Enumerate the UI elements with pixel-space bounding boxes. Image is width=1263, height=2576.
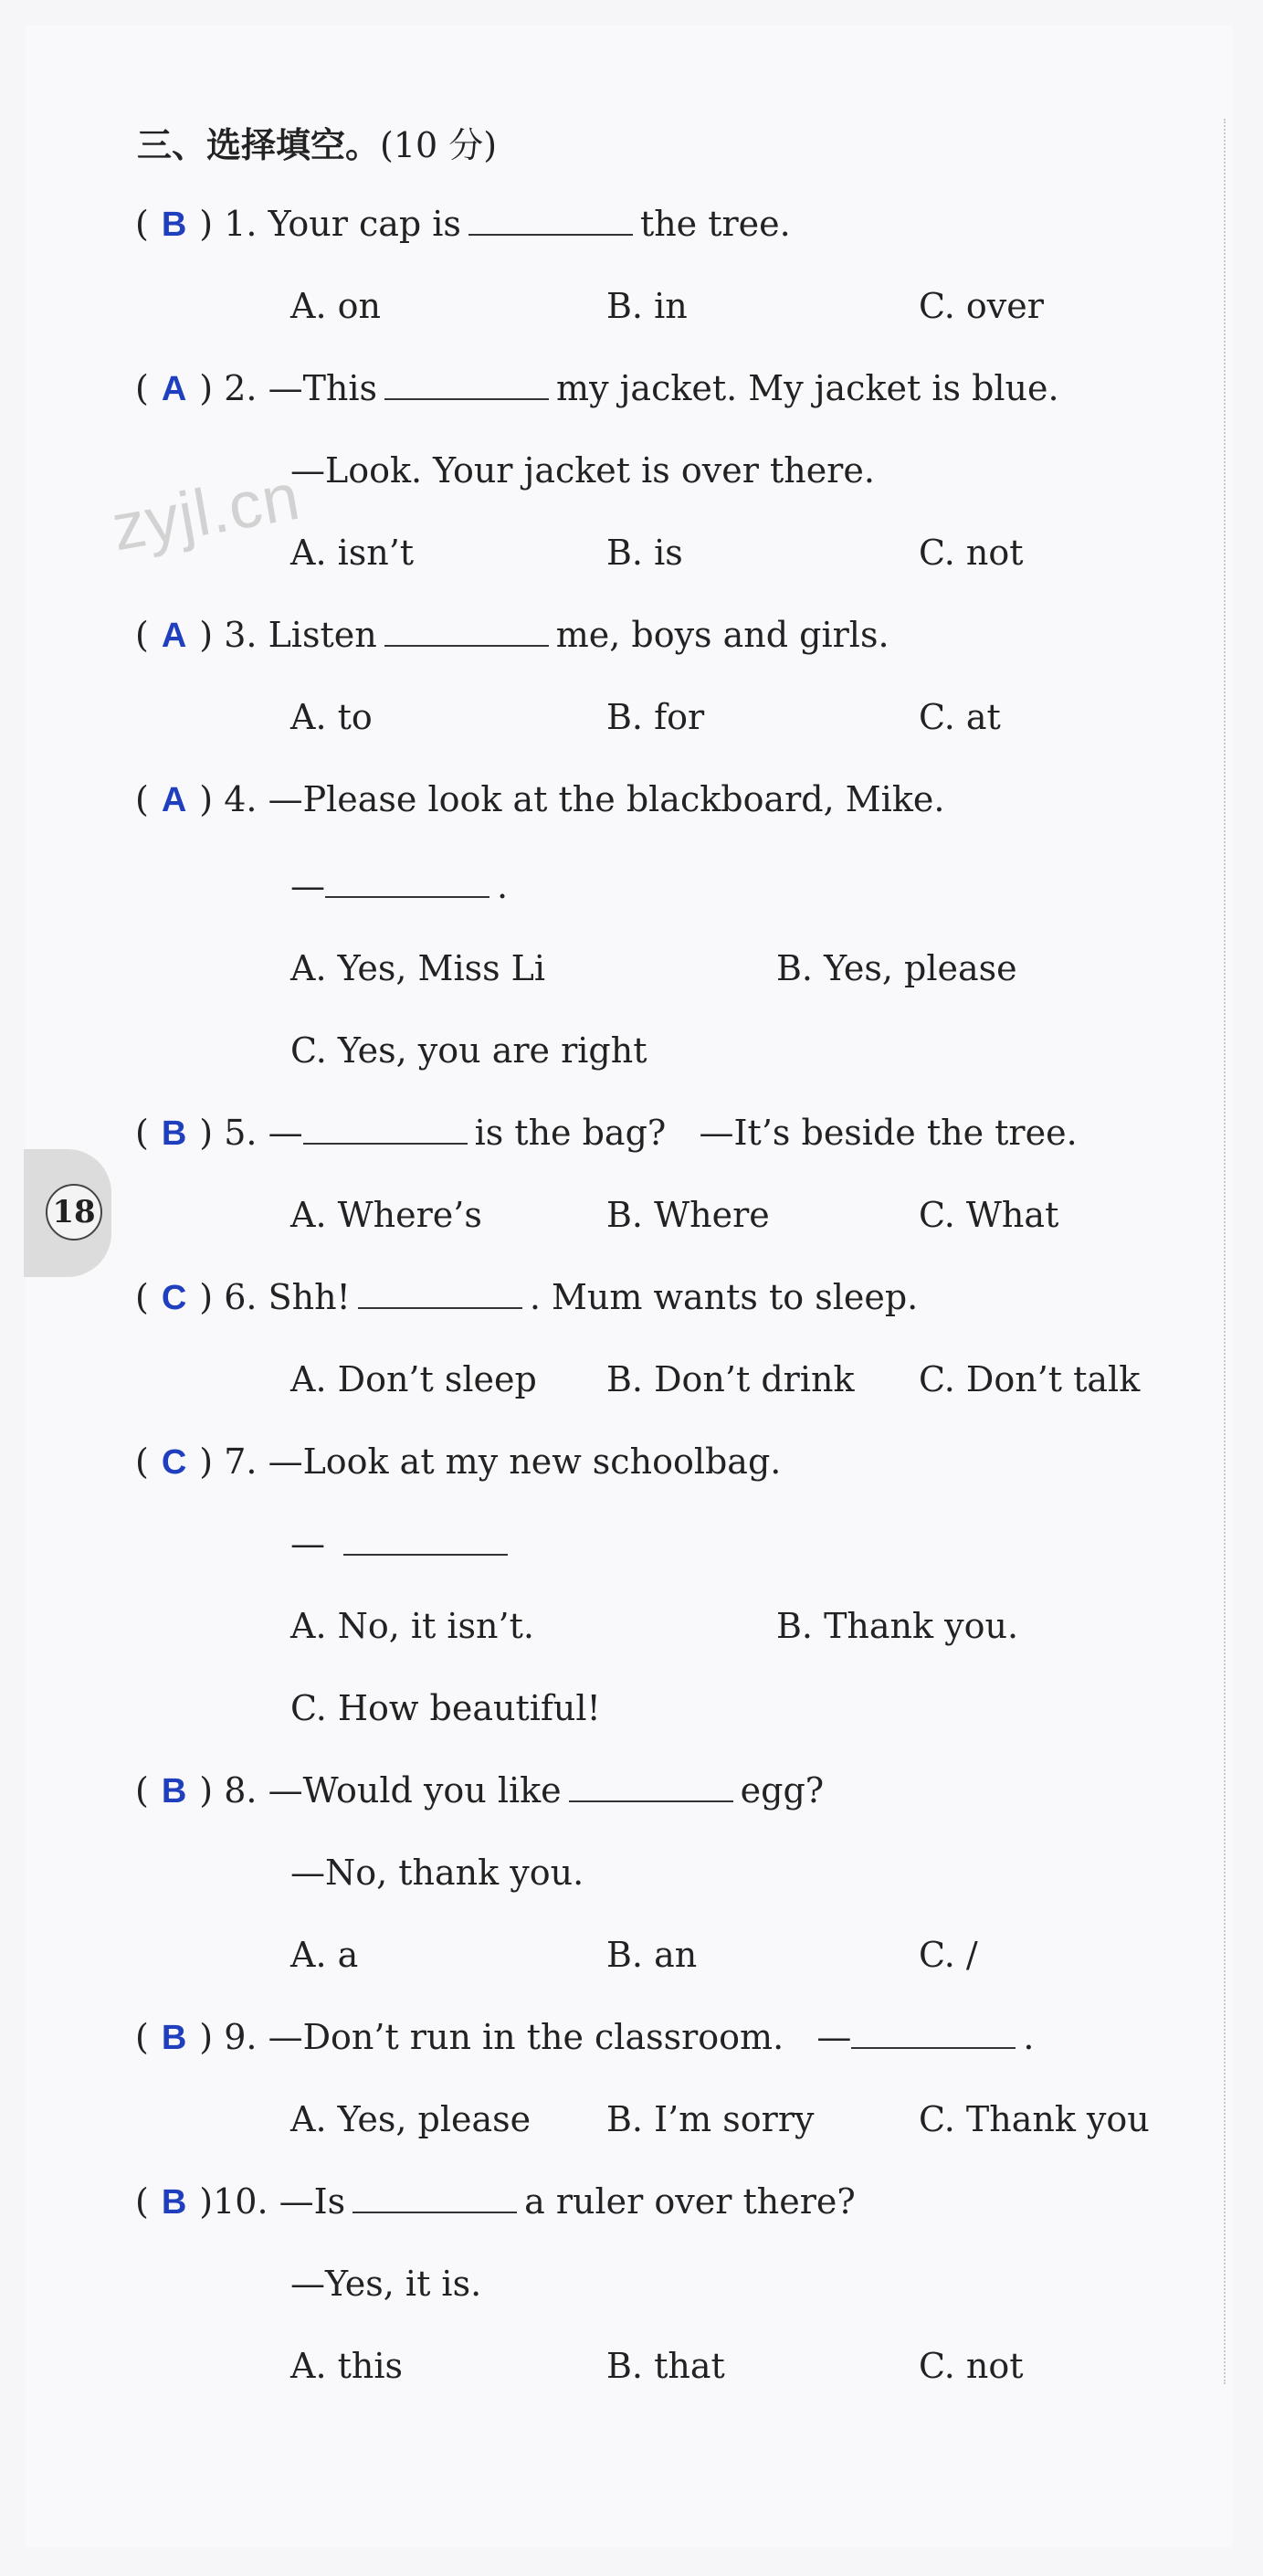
answer-3: A	[161, 617, 187, 655]
option-1b: B. in	[606, 286, 688, 326]
watermark: zyjl.cn	[106, 459, 306, 565]
option-5c: C. What	[919, 1195, 1059, 1235]
question-4-line2: — .	[290, 866, 509, 906]
answer-9: B	[161, 2019, 187, 2057]
question-2-line2: —Look. Your jacket is over there.	[290, 450, 875, 491]
question-1: ( B ) 1. Your cap is the tree.	[135, 204, 791, 244]
option-10a: A. this	[290, 2346, 403, 2386]
question-7: ( C ) 7. —Look at my new schoolbag.	[135, 1441, 782, 1482]
option-8b: B. an	[606, 1935, 698, 1975]
option-1a: A. on	[290, 286, 381, 326]
question-4: ( A ) 4. —Please look at the blackboard, Mike.	[135, 779, 945, 819]
option-2c: C. not	[919, 533, 1024, 573]
option-2a: A. isn’t	[290, 533, 415, 573]
option-6a: A. Don’t sleep	[290, 1359, 537, 1399]
answer-1: B	[161, 206, 187, 244]
option-6c: C. Don’t talk	[919, 1359, 1141, 1399]
option-8a: A. a	[290, 1935, 359, 1975]
option-4b: B. Yes, please	[776, 948, 1017, 988]
option-3c: C. at	[919, 697, 1001, 737]
question-6: ( C ) 6. Shh! . Mum wants to sleep.	[135, 1277, 919, 1317]
question-10-line2: —Yes, it is.	[290, 2264, 482, 2304]
option-5b: B. Where	[606, 1195, 770, 1235]
question-8-line2: —No, thank you.	[290, 1853, 584, 1893]
option-9b: B. I’m sorry	[606, 2099, 815, 2139]
answer-blank[interactable]	[569, 1769, 733, 1802]
option-1c: C. over	[919, 286, 1044, 326]
option-4c: C. Yes, you are right	[290, 1030, 647, 1071]
answer-10: B	[161, 2183, 187, 2222]
question-3: ( A ) 3. Listen me, boys and girls.	[135, 615, 889, 655]
section-title-text: 三、选择填空。	[137, 125, 381, 165]
option-10c: C. not	[919, 2346, 1024, 2386]
answer-blank[interactable]	[353, 2180, 517, 2213]
answer-4: A	[161, 781, 187, 819]
answer-blank[interactable]	[358, 1276, 522, 1309]
option-10b: B. that	[606, 2346, 725, 2386]
answer-5: B	[161, 1114, 187, 1153]
section-points: (10 分)	[380, 125, 498, 165]
answer-6: C	[161, 1279, 187, 1317]
question-9: ( B ) 9. —Don’t run in the classroom. — .	[135, 2017, 1035, 2057]
page-number: 18	[46, 1184, 102, 1240]
answer-8: B	[161, 1772, 187, 1811]
answer-blank[interactable]	[303, 1112, 468, 1145]
question-7-line2: —	[290, 1521, 515, 1567]
question-2: ( A ) 2. —This my jacket. My jacket is blue.	[135, 368, 1059, 408]
answer-blank[interactable]	[384, 614, 549, 647]
option-2b: B. is	[606, 533, 683, 573]
answer-blank[interactable]	[468, 203, 633, 236]
question-8: ( B ) 8. —Would you like egg?	[135, 1770, 825, 1811]
option-7b: B. Thank you.	[776, 1606, 1019, 1646]
answer-7: C	[161, 1443, 187, 1482]
margin-rule	[1224, 119, 1226, 2384]
option-9c: C. Thank you	[919, 2099, 1150, 2139]
answer-blank[interactable]	[325, 865, 489, 898]
option-8c: C. /	[919, 1935, 978, 1975]
option-7a: A. No, it isn’t.	[290, 1606, 534, 1646]
answer-blank[interactable]	[851, 2016, 1016, 2049]
answer-blank[interactable]	[343, 1523, 508, 1556]
question-5: ( B ) 5. — is the bag? —It’s beside the tree.	[135, 1113, 1078, 1153]
option-6b: B. Don’t drink	[606, 1359, 855, 1399]
question-10: ( B )10. —Is a ruler over there?	[135, 2181, 856, 2222]
option-5a: A. Where’s	[290, 1195, 482, 1235]
answer-blank[interactable]	[384, 367, 549, 400]
option-3a: A. to	[290, 697, 373, 737]
section-title	[137, 117, 497, 167]
answer-2: A	[161, 370, 187, 408]
option-7c: C. How beautiful!	[290, 1688, 601, 1728]
option-4a: A. Yes, Miss Li	[290, 948, 546, 988]
option-3b: B. for	[606, 697, 705, 737]
option-9a: A. Yes, please	[290, 2099, 532, 2139]
